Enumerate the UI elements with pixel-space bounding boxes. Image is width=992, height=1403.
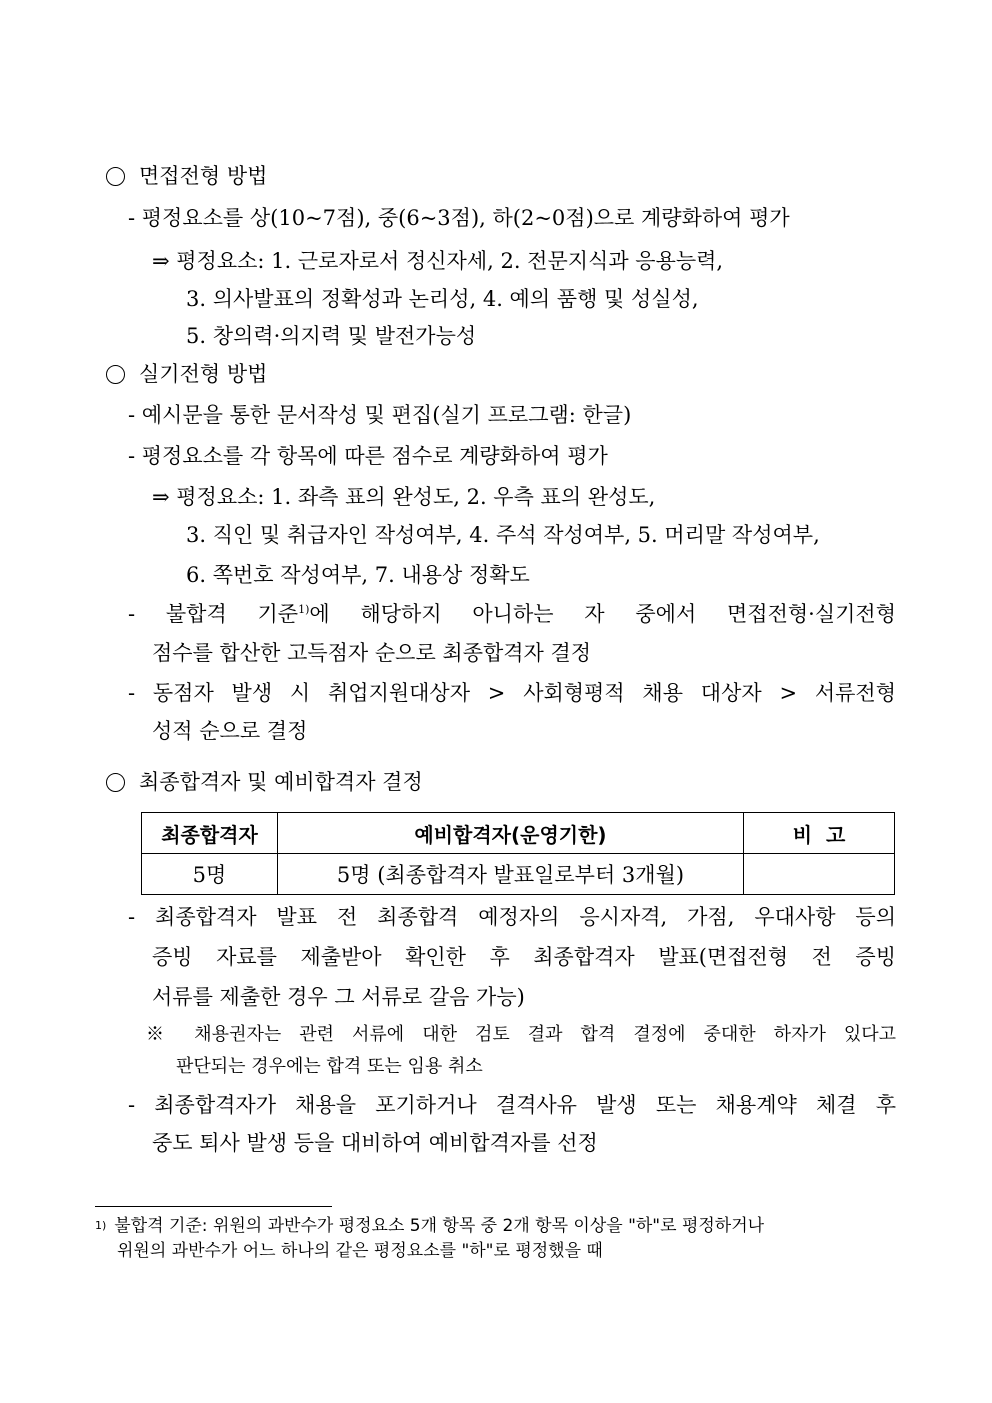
practical-item-fail-criteria-line2: 점수를 합산한 고득점자 순으로 최종합격자 결정 — [152, 641, 592, 665]
table-cell: 5명 — [142, 854, 278, 895]
table-header-row — [142, 813, 895, 854]
final-item-verification: - 최종합격자 발표 전 최종합격 예정자의 응시자격, 가점, 우대사항 등의 — [128, 905, 896, 929]
footnote-line2: 위원의 과반수가 어느 하나의 같은 평정요소를 "하"로 평정했을 때 — [117, 1241, 603, 1261]
final-note: ※ 채용권자는 관련 서류에 대한 검토 결과 합격 결정에 중대한 하자가 있다고 — [146, 1024, 896, 1045]
table-header-cell: 예비합격자(운영기한) — [278, 813, 744, 854]
circle-bullet-icon — [106, 365, 125, 384]
final-item-verification-line3: 서류를 제출한 경우 그 서류로 갈음 가능) — [152, 985, 525, 1009]
table-row — [142, 854, 895, 895]
practical-item-example: - 예시문을 통한 문서작성 및 편집(실기 프로그램: 한글) — [128, 403, 632, 427]
final-item-reserve-line2: 중도 퇴사 발생 등을 대비하여 예비합격자를 선정 — [152, 1131, 598, 1155]
practical-item-scoring: - 평정요소를 각 항목에 따른 점수로 계량화하여 평가 — [128, 444, 608, 468]
final-item-verification-line2: 증빙 자료를 제출받아 확인한 후 최종합격자 발표(면접전형 전 증빙 — [152, 945, 896, 969]
practical-item-fail-criteria: - 불합격 기준$^{1)}$에 해당하지 아니하는 자 중에서 면접전형·실기전형 — [128, 602, 896, 626]
table-header-cell: 최종합격자 — [142, 813, 278, 854]
section-heading-final: 최종합격자 및 예비합격자 결정 — [106, 767, 423, 797]
practical-item-tie: - 동점자 발생 시 취업지원대상자 > 사회형평적 채용 대상자 > 서류전형 — [128, 681, 896, 705]
practical-factors-line2: 3. 직인 및 취급자인 작성여부, 4. 주석 작성여부, 5. 머리말 작성여부, — [186, 523, 820, 547]
circle-bullet-icon — [106, 773, 125, 792]
footnote — [95, 1213, 764, 1239]
table-cell: 5명 (최종합격자 발표일로부터 3개월) — [278, 854, 744, 895]
practical-item-tie-line2: 성적 순으로 결정 — [152, 719, 308, 743]
selection-table — [141, 812, 895, 895]
footnote-divider — [95, 1206, 332, 1207]
footnote-ref: 1) — [298, 603, 310, 616]
footnote-mark: 1) — [95, 1219, 107, 1232]
final-item-reserve: - 최종합격자가 채용을 포기하거나 결격사유 발생 또는 채용계약 체결 후 — [128, 1093, 896, 1117]
final-note-line2: 판단되는 경우에는 합격 또는 임용 취소 — [176, 1056, 483, 1077]
interview-factors-line1: ⇒ 평정요소: 1. 근로자로서 정신자세, 2. 전문지식과 응용능력, — [152, 249, 724, 273]
footnote-line1: 불합격 기준: 위원의 과반수가 평정요소 5개 항목 중 2개 항목 이상을 "하"로 평정하거나 — [114, 1216, 765, 1236]
section-heading-interview: 면접전형 방법 — [106, 161, 267, 191]
interview-factors-line2: 3. 의사발표의 정확성과 논리성, 4. 예의 품행 및 성실성, — [186, 287, 699, 311]
section-heading-practical: 실기전형 방법 — [106, 359, 267, 389]
circle-bullet-icon — [106, 167, 125, 186]
interview-factors-line3: 5. 창의력·의지력 및 발전가능성 — [186, 324, 477, 348]
practical-factors-line3: 6. 쪽번호 작성여부, 7. 내용상 정확도 — [186, 563, 530, 587]
table-cell — [744, 854, 895, 895]
practical-factors-line1: ⇒ 평정요소: 1. 좌측 표의 완성도, 2. 우측 표의 완성도, — [152, 485, 656, 509]
table-header-cell: 비 고 — [744, 813, 895, 854]
interview-item-scoring: - 평정요소를 상(10~7점), 중(6~3점), 하(2~0점)으로 계량화하여 평가 — [128, 206, 790, 230]
